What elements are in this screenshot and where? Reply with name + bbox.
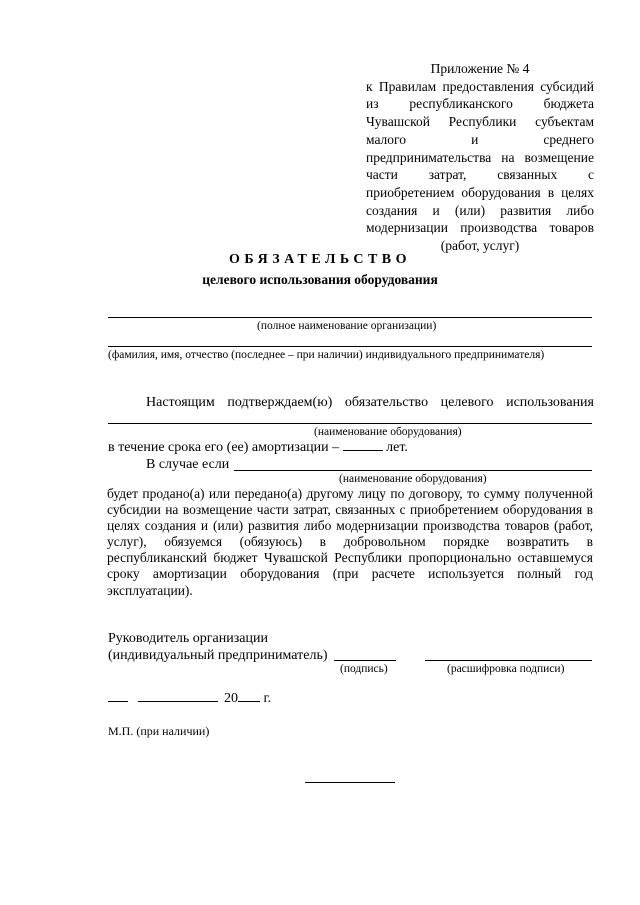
equipment-name-line[interactable]: [108, 423, 592, 424]
term-line: [108, 440, 408, 456]
signatory-title-2: (индивидуальный предприниматель): [108, 648, 328, 663]
term-suffix: лет.: [386, 440, 408, 455]
date-year-blank[interactable]: [238, 701, 260, 702]
appendix-block: [366, 60, 594, 255]
entrepreneur-name-line[interactable]: [108, 346, 592, 347]
document-subtitle: целевого использования оборудования: [202, 272, 438, 287]
equipment-caption-1: (наименование оборудования): [314, 426, 462, 438]
entrepreneur-caption: (фамилия, имя, отчество (последнее – при наличии) индивидуального предпринимателя): [108, 349, 545, 361]
obligation-paragraph: будет продано(а) или передано(а) другому лицу по договору, то сумму полученной субсидии на возмещение части затрат, связанных с приобретением оборудования в целях создания и (или) развития либо модернизации производства товаров (работ, услуг), обязуемся (обязуюсь) в добровольном порядке возвратить в республиканский бюджет Чувашской Республики пропорционально оставшемуся сроку амортизации оборудования (при расчете используется полный год эксплуатации).: [107, 486, 593, 598]
date-line: [108, 691, 271, 707]
date-suffix: г.: [263, 691, 272, 706]
org-name-line[interactable]: [108, 317, 592, 318]
date-year-prefix: 20: [224, 691, 238, 706]
document-title: ОБЯЗАТЕЛЬСТВО: [228, 252, 412, 267]
confirm-text: [146, 395, 594, 411]
signatory-title-1: Руководитель организации: [108, 631, 268, 646]
signature-decode-line[interactable]: [425, 660, 592, 661]
confirm-text-content: Настоящим подтверждаем(ю) обязательство целевого использования: [146, 395, 594, 410]
signature-caption: (подпись): [340, 663, 388, 675]
equipment-name-line-2[interactable]: [234, 470, 592, 471]
stamp-label: М.П. (при наличии): [108, 724, 210, 738]
appendix-heading: Приложение № 4: [430, 61, 530, 76]
org-name-caption: (полное наименование организации): [257, 320, 437, 332]
bottom-separator: [305, 782, 395, 783]
signature-line[interactable]: [334, 660, 396, 661]
date-month-blank[interactable]: [138, 701, 218, 702]
equipment-caption-2: (наименование оборудования): [339, 473, 487, 485]
signature-decode-caption: (расшифровка подписи): [447, 663, 565, 675]
term-years-blank[interactable]: [343, 450, 383, 451]
case-if-label: В случае если: [146, 457, 230, 472]
term-prefix: в течение срока его (ее) амортизации –: [108, 440, 340, 455]
appendix-text: к Правилам предоставления субсидий из республиканского бюджета Чувашской Республики субъектам малого и среднего предпринимательства на возмещение части затрат, связанных с приобретением оборудования в целях создания и (или) развития либо модернизации производства товаров (работ, услуг): [366, 78, 594, 254]
date-day-blank[interactable]: [108, 701, 128, 702]
